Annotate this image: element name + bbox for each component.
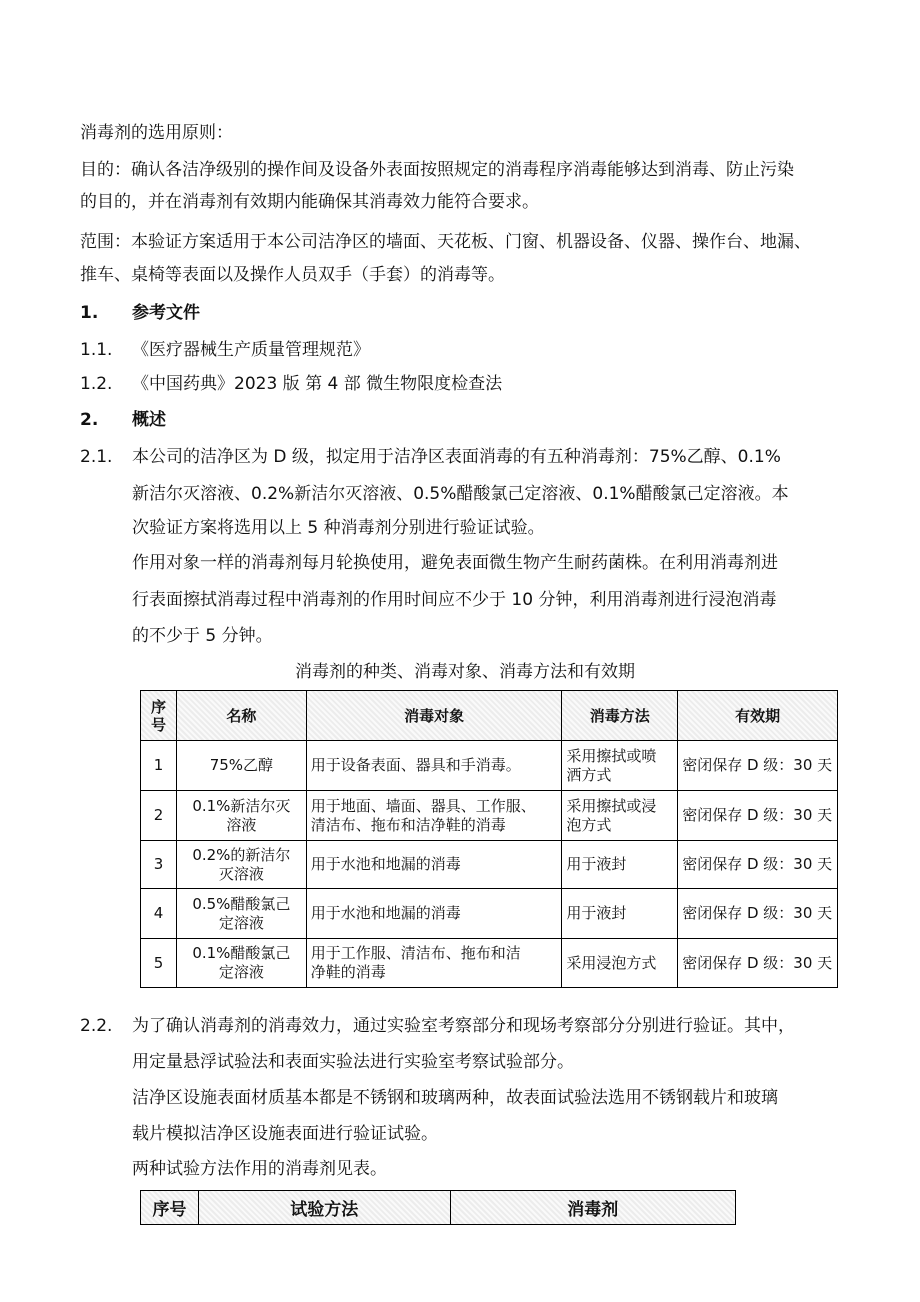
scope-line1: 范围：本验证方案适用于本公司洁净区的墙面、天花板、门窗、机器设备、仪器、操作台、地漏、	[80, 232, 811, 252]
heading: 消毒剂的选用原则：	[80, 123, 233, 143]
table1-caption: 消毒剂的种类、消毒对象、消毒方法和有效期	[295, 662, 635, 682]
row-name: 0.1%醋酸氯己 定溶液	[176, 939, 306, 988]
section-2-1-line: 本公司的洁净区为 D 级，拟定用于洁净区表面消毒的有五种消毒剂：75%乙醇、0.1%	[132, 447, 781, 467]
row-method: 用于液封	[562, 889, 678, 939]
section-1-2-number: 1.2.	[80, 374, 113, 394]
section-2-2-line: 用定量悬浮试验法和表面实验法进行实验室考察试验部分。	[132, 1052, 574, 1072]
table2-header-disinfectant: 消毒剂	[450, 1191, 736, 1225]
table-row	[141, 841, 838, 889]
row-validity: 密闭保存 D 级：30 天	[678, 841, 838, 889]
row-name: 0.2%的新洁尔 灭溶液	[176, 841, 306, 889]
row-name: 0.5%醋酸氯己 定溶液	[176, 889, 306, 939]
row-validity: 密闭保存 D 级：30 天	[678, 741, 838, 791]
section-2-2-number: 2.2.	[80, 1016, 113, 1036]
row-method: 采用擦拭或喷 洒方式	[562, 741, 678, 791]
table1-header-method: 消毒方法	[562, 691, 678, 741]
section-2-number: 2.	[80, 410, 99, 430]
row-method: 用于液封	[562, 841, 678, 889]
table-row	[141, 791, 838, 841]
table1-header-validity: 有效期	[678, 691, 838, 741]
row-no: 1	[141, 741, 177, 791]
row-target: 用于工作服、清洁布、拖布和洁 净鞋的消毒	[306, 939, 562, 988]
test-method-table	[140, 1190, 736, 1225]
table-row	[141, 889, 838, 939]
row-method: 采用擦拭或浸 泡方式	[562, 791, 678, 841]
row-method: 采用浸泡方式	[562, 939, 678, 988]
row-no: 5	[141, 939, 177, 988]
purpose-line1: 目的：确认各洁净级别的操作间及设备外表面按照规定的消毒程序消毒能够达到消毒、防止污染	[80, 160, 794, 180]
row-target: 用于地面、墙面、器具、工作服、 清洁布、拖布和洁净鞋的消毒	[306, 791, 562, 841]
section-2-2-line: 载片模拟洁净区设施表面进行验证试验。	[132, 1124, 438, 1144]
section-1-title: 参考文件	[132, 303, 200, 323]
section-2-1-line: 新洁尔灭溶液、0.2%新洁尔灭溶液、0.5%醋酸氯己定溶液、0.1%醋酸氯己定溶液。本	[132, 484, 789, 504]
section-2-1-number: 2.1.	[80, 447, 113, 467]
disinfectant-table	[140, 690, 838, 988]
section-1-2-text: 《中国药典》2023 版 第 4 部 微生物限度检查法	[132, 374, 503, 394]
section-2-title: 概述	[132, 410, 166, 430]
row-no: 4	[141, 889, 177, 939]
section-2-1-line: 次验证方案将选用以上 5 种消毒剂分别进行验证试验。	[132, 518, 545, 538]
row-name: 75%乙醇	[176, 741, 306, 791]
purpose-line2: 的目的，并在消毒剂有效期内能确保其消毒效力能符合要求。	[80, 192, 539, 212]
table2-header-no: 序号	[141, 1191, 199, 1225]
row-name: 0.1%新洁尔灭 溶液	[176, 791, 306, 841]
section-2-1-line: 作用对象一样的消毒剂每月轮换使用，避免表面微生物产生耐药菌株。在利用消毒剂进	[132, 553, 778, 573]
section-1-1-number: 1.1.	[80, 340, 113, 360]
table-row	[141, 939, 838, 988]
row-no: 2	[141, 791, 177, 841]
section-2-2-line: 洁净区设施表面材质基本都是不锈钢和玻璃两种，故表面试验法选用不锈钢载片和玻璃	[132, 1088, 778, 1108]
row-target: 用于水池和地漏的消毒	[306, 841, 562, 889]
section-2-1-line: 行表面擦拭消毒过程中消毒剂的作用时间应不少于 10 分钟，利用消毒剂进行浸泡消毒	[132, 590, 777, 610]
row-validity: 密闭保存 D 级：30 天	[678, 791, 838, 841]
table2-header-method: 试验方法	[198, 1191, 450, 1225]
section-1-number: 1.	[80, 303, 99, 323]
table1-header-no: 序 号	[141, 691, 177, 741]
section-1-1-text: 《医疗器械生产质量管理规范》	[132, 340, 370, 360]
scope-line2: 推车、桌椅等表面以及操作人员双手（手套）的消毒等。	[80, 265, 505, 285]
section-2-2-line: 为了确认消毒剂的消毒效力，通过实验室考察部分和现场考察部分分别进行验证。其中，	[132, 1016, 795, 1036]
section-2-1-line: 的不少于 5 分钟。	[132, 626, 273, 646]
row-no: 3	[141, 841, 177, 889]
row-validity: 密闭保存 D 级：30 天	[678, 889, 838, 939]
row-target: 用于水池和地漏的消毒	[306, 889, 562, 939]
table1-header-name: 名称	[176, 691, 306, 741]
section-2-2-line: 两种试验方法作用的消毒剂见表。	[132, 1159, 387, 1179]
table1-header-target: 消毒对象	[306, 691, 562, 741]
row-target: 用于设备表面、器具和手消毒。	[306, 741, 562, 791]
row-validity: 密闭保存 D 级：30 天	[678, 939, 838, 988]
table-row	[141, 741, 838, 791]
